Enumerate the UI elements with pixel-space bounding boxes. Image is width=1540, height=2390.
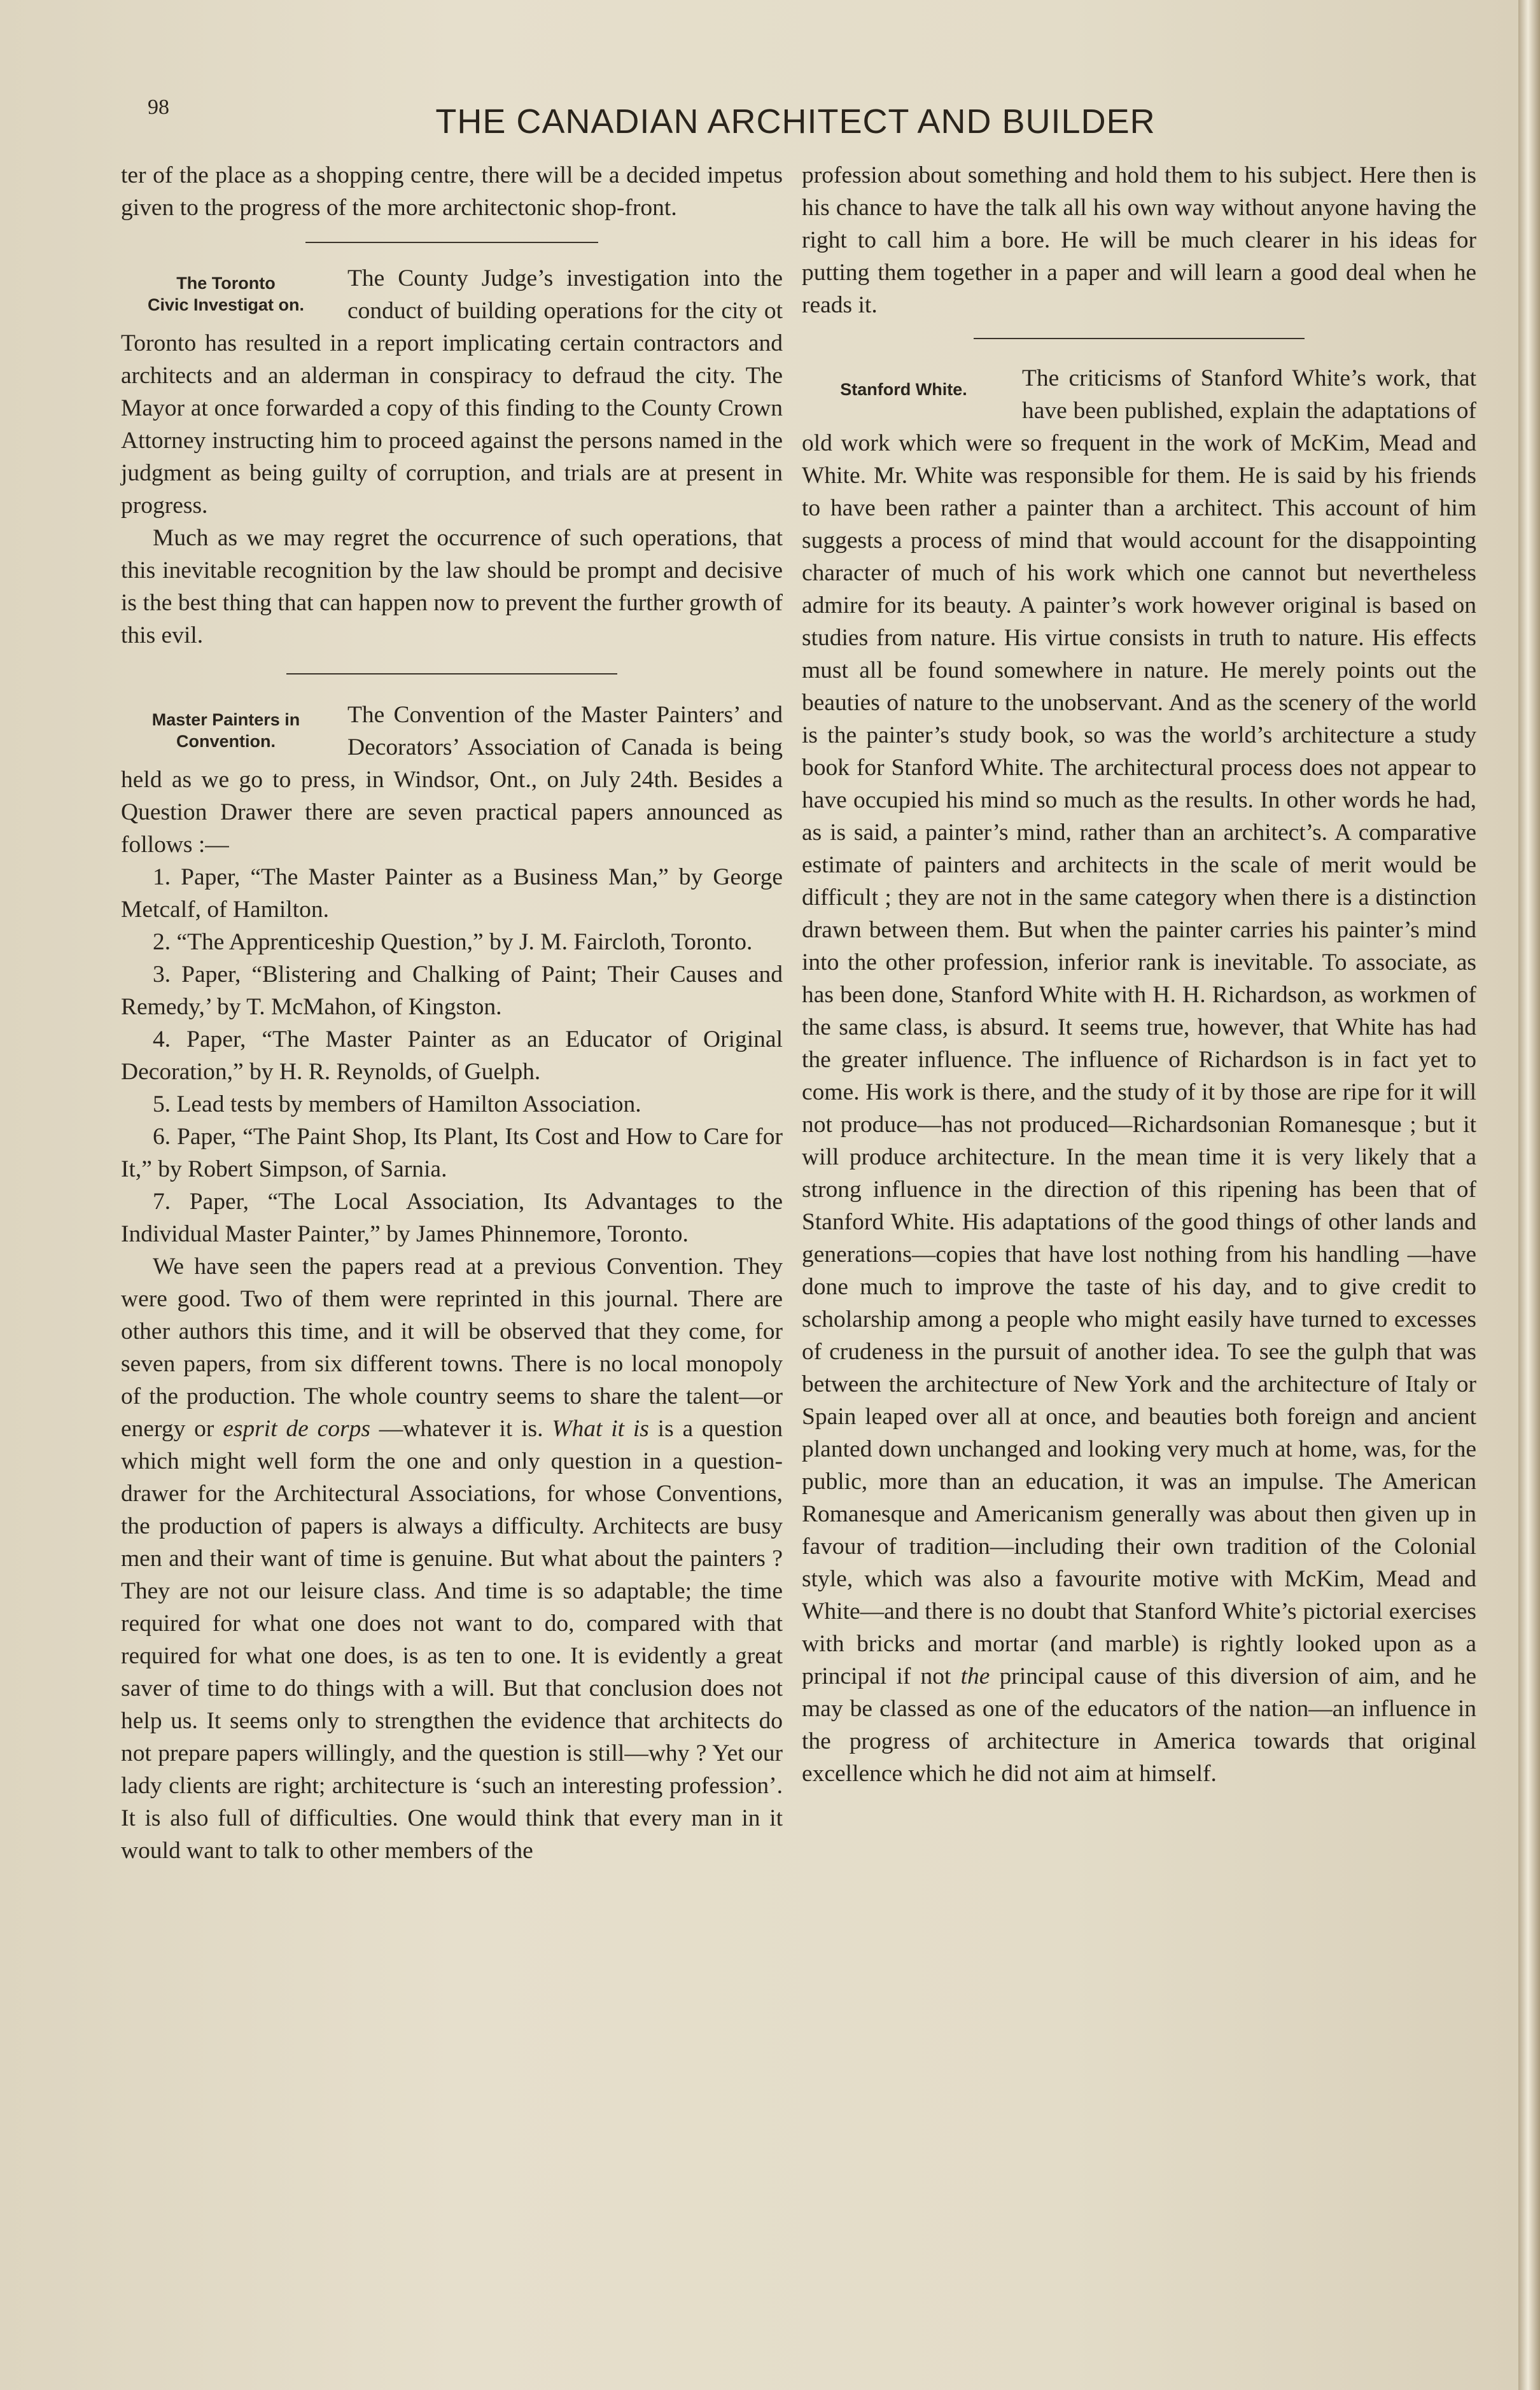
section-divider xyxy=(286,673,617,674)
sidehead-line: Stanford White. xyxy=(840,380,967,399)
sidehead-toronto xyxy=(121,262,331,316)
paper-list-item: 7. Paper, “The Local Association, Its Advantages to the Individual Master Painter,” by James Phinnemore, Toronto. xyxy=(121,1189,783,1247)
paper-list-item: 3. Paper, “Blistering and Chalking of Paint; Their Causes and Remedy,’ by T. McMahon, of Kingston. xyxy=(121,961,783,1020)
running-head: THE CANADIAN ARCHITECT AND BUILDER xyxy=(435,102,1156,141)
continuation-paragraph: ter of the place as a shopping centre, there will be a decided impetus given to the progress of the more architectonic shop-front. xyxy=(121,162,783,221)
toronto-paragraph-2: Much as we may regret the occurrence of such operations, that this inevitable recognition by the law should be prompt and decisive is the best thing that can happen now to prevent the further growth of this evil. xyxy=(121,525,783,648)
left-column xyxy=(121,159,783,1867)
toronto-paragraph-1: The County Judge’s investigation into the conduct of building operations for the city ot Toronto has resulted in a report implicating certain contractors and architects and an alderman in conspiracy to defraud the city. The Mayor at once forwarded a copy of this finding to the County Crown Attorney instructing him to proceed against the persons named in the judgment as being guilty of corruption, and trials are at present in progress. xyxy=(121,265,783,519)
text-run: —whatever it is. xyxy=(370,1416,552,1442)
italic-text: esprit de corps xyxy=(223,1416,370,1442)
italic-text: the xyxy=(960,1663,990,1689)
sidehead-line: Master Painters in xyxy=(151,710,300,729)
continuation-paragraph: profession about something and hold them to his subject. Here then is his chance to have the talk all his own way without anyone having the right to call him a bore. He will be much clearer in his ideas for putting them together in a paper and will learn a good deal when he reads it. xyxy=(802,162,1476,318)
text-run: is a question which might well form the one and only question in a question-drawer for the Architectural Associations, for whose Conventions, the production of papers is always a difficulty. Architects are busy men and their want of time is genuine. But what about the painters ? They are not our leisure class. And time is so adaptable; the time required for what one does not want to do, compared with that required for what one does, is as ten to one. It is evidently a great saver of time to do things with a will. But that conclusion does not help us. It seems only to strengthen the evidence that architects do not prepare papers willingly, and the question is still—why ? Yet our lady clients are right; architecture is ‘such an interesting profession’. It is also full of difficulties. One would think that every man in it would want to talk to other members of the xyxy=(121,1416,783,1864)
paper-list-item: 6. Paper, “The Paint Shop, Its Plant, Its Cost and How to Care for It,” by Robert Simpson, of Sarnia. xyxy=(121,1124,783,1182)
text-run: principal cause of this diversion of aim, and he may be classed as one of the educators of the nation—an influence in the progress of architecture in America towards that original excellence which he did not aim at himself. xyxy=(802,1663,1476,1787)
section-divider xyxy=(305,242,598,243)
italic-text: What it is xyxy=(552,1416,649,1442)
sidehead-line: Convention. xyxy=(176,732,276,751)
text-run: We have seen the papers read at a previous Convention. They were good. Two of them were reprinted in this journal. There are other authors this time, and it will be observed that they come, for seven papers, from six different towns. There is no local monopoly of the production. The whole country seems to share the talent—or energy or xyxy=(121,1254,783,1442)
page-number: 98 xyxy=(148,95,169,119)
paper-list-item: 5. Lead tests by members of Hamilton Association. xyxy=(153,1091,641,1117)
painters-commentary xyxy=(121,1250,783,1867)
sidehead-painters xyxy=(121,699,331,752)
text-run: The criticisms of Stanford White’s work, that have been published, explain the adaptations of old work which were so frequent in the work of McKim, Mead and White. Mr. White was responsible for them. He is said by his friends to have been rather a painter than a architect. This account of him suggests a process of mind that would account for the disappointing character of much of his work which one cannot but nevertheless admire for its beauty. A painter’s work however original is based on studies from nature. His virtue consists in truth to nature. His effects must all be found somewhere in nature. He merely points out the beauties of nature to the unobservant. And as the scenery of the world is the painter’s study book, so was the world’s architecture a study book for Stanford White. The architectural process does not appear to have occupied his mind so much as the results. In other words he had, as is said, a painter’s mind, rather than an architect’s. A comparative estimate of painters and architects in the scale of merit would be difficult ; they are not in the same category when there is a distinction drawn between them. But when the painter carries his painter’s mind into the other profession, inferior rank is inevitable. To associate, as has been done, Stanford White with H. H. Richardson, as workmen of the same class, is absurd. It seems true, however, that White has had the greater influence. The influence of Richardson is in fact yet to come. His work is there, and the study of it by those are ripe for it will not produce—has not produced—Richardsonian Romanesque ; but it will produce architecture. In the mean time it is very likely that a strong influence in the direction of this ripening has been that of Stanford White. His adaptations of the good things of other lands and generations—copies that have lost nothing from his handling —have done much to improve the taste of his day, and to give credit to scholarship among a people who might easily have turned to excesses of crudeness in the pursuit of another idea. To see the gulph that was between the architecture of New York and the architecture of Italy or Spain leaped over all at once, and beauties both foreign and ancient planted down unchanged and looking very much at home, was, for the public, more than an education, it was an impulse. The American Romanesque and Americanism generally was about then given up in favour of tradition—including their own tradition of the Colonial style, which was also a favourite motive with McKim, Mead and White—and there is no doubt that Stanford White’s pictorial exercises with bricks and mortar (and marble) is rightly looked upon as a principal if not xyxy=(802,365,1476,1689)
paper-list-item: 2. “The Apprenticeship Question,” by J. M. Faircloth, Toronto. xyxy=(153,929,753,955)
binding-edge xyxy=(1518,0,1540,2390)
sidehead-stanford xyxy=(802,346,1005,400)
painters-intro: The Convention of the Master Painters’ and Decorators’ Association of Canada is being held as we go to press, in Windsor, Ont., on July 24th. Besides a Question Drawer there are seven practical papers announced as follows :— xyxy=(121,702,783,858)
stanford-paragraph xyxy=(802,346,1476,1790)
paper-list-item: 4. Paper, “The Master Painter as an Educator of Original Decoration,” by H. R. Reynolds, of Guelph. xyxy=(121,1026,783,1085)
right-column xyxy=(802,159,1476,1790)
sidehead-line: The Toronto xyxy=(176,274,276,293)
paper-list-item: 1. Paper, “The Master Painter as a Business Man,” by George Metcalf, of Hamilton. xyxy=(121,864,783,923)
sidehead-line: Civic Investigat on. xyxy=(147,295,305,314)
section-divider xyxy=(974,338,1305,339)
